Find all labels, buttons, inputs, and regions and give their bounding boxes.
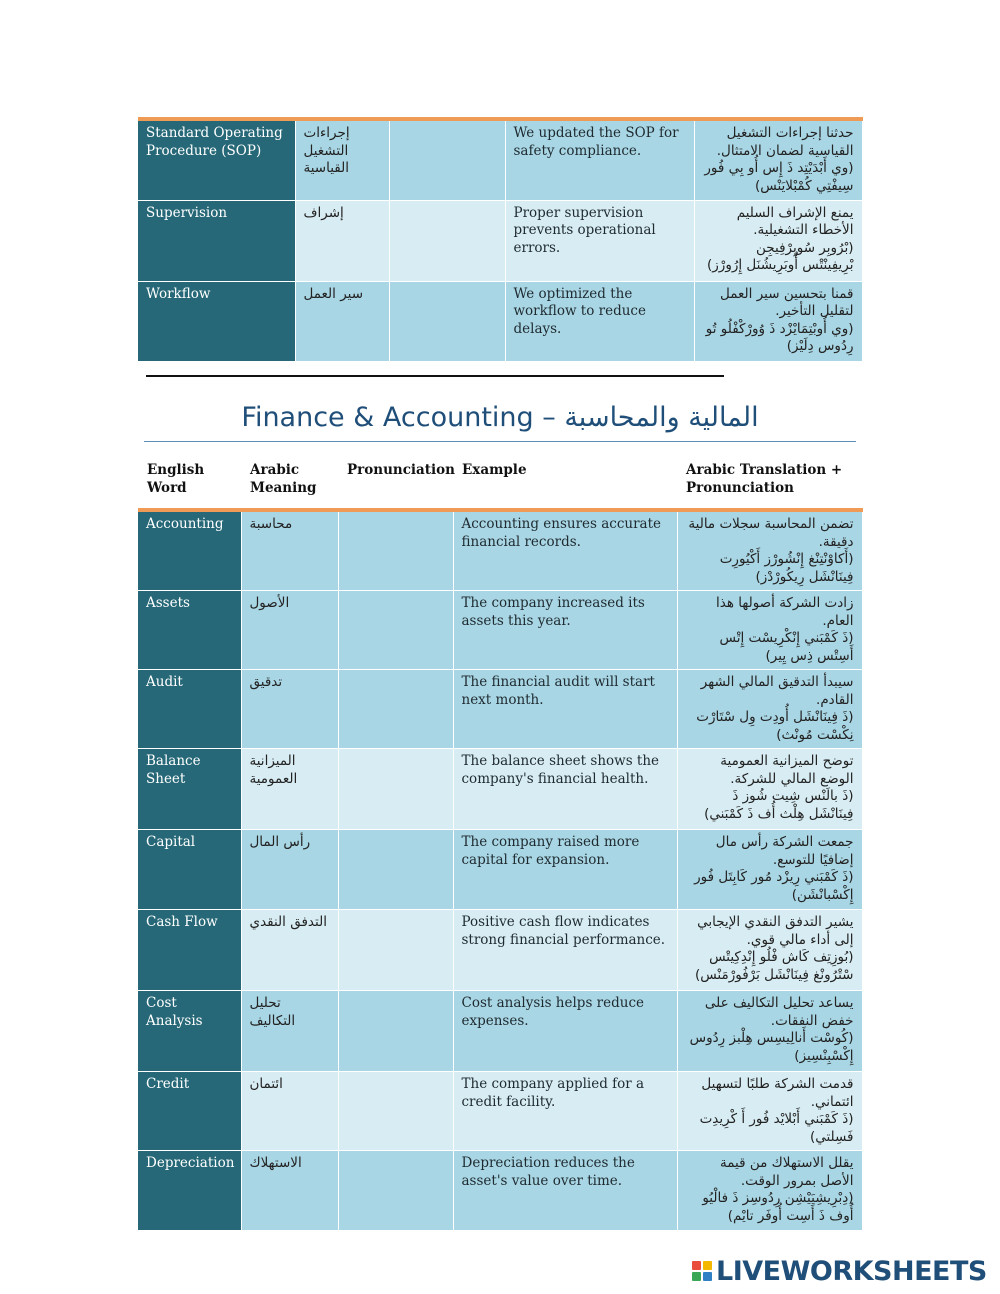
example-sentence: The company increased its assets this year. bbox=[453, 591, 677, 670]
table-row bbox=[138, 670, 862, 749]
arabic-meaning: إجراءات التشغيل القياسية bbox=[295, 119, 389, 200]
arabic-meaning: تدقيق bbox=[241, 670, 338, 749]
arabic-translation: تضمن المحاسبة سجلات مالية دقيقة. (أَكاوْنْتِنْغ إِنْشُورْز أَكْيُورِت فِينَانْشَل رِيكُورْدْز) bbox=[677, 510, 862, 591]
logo-square-blue bbox=[703, 1272, 712, 1281]
english-word: Credit bbox=[138, 1072, 241, 1151]
example-sentence: Accounting ensures accurate financial records. bbox=[453, 510, 677, 591]
arabic-translation: زادت الشركة أصولها هذا العام. (ذَ كَمْبَني إِنْكْرِيسْت إِتْس أَسِتْس ذِس يِير) bbox=[677, 591, 862, 670]
logo-text: LIVEWORKSHEETS bbox=[716, 1255, 987, 1287]
pronunciation-cell bbox=[338, 670, 453, 749]
pronunciation-cell bbox=[338, 1072, 453, 1151]
header-pronunciation: Pronunciation bbox=[347, 462, 455, 478]
pronunciation-cell bbox=[338, 910, 453, 991]
pronunciation-cell bbox=[338, 510, 453, 591]
pronunciation-cell bbox=[338, 830, 453, 910]
table-row bbox=[138, 1072, 862, 1151]
pronunciation-cell bbox=[338, 591, 453, 670]
example-sentence: The financial audit will start next month. bbox=[453, 670, 677, 749]
arabic-translation: يقلل الاستهلاك من قيمة الأصل بمرور الوقت. (دِبْرِيشِيَيْشِن رِدُوسِز ذَ فالْيُو أُوف ذَ أَسِت أُوفَر تايْم) bbox=[677, 1151, 862, 1231]
table-row bbox=[138, 830, 862, 910]
section-divider bbox=[146, 375, 724, 377]
liveworksheets-logo[interactable] bbox=[692, 1255, 987, 1287]
logo-square-yellow bbox=[703, 1261, 712, 1270]
arabic-meaning: إشراف bbox=[295, 200, 389, 281]
example-sentence: Depreciation reduces the asset's value over time. bbox=[453, 1151, 677, 1231]
english-word: Supervision bbox=[138, 200, 295, 281]
logo-squares-icon bbox=[692, 1261, 712, 1281]
pronunciation-cell bbox=[389, 119, 505, 200]
header-english-word: English Word bbox=[147, 462, 205, 496]
english-word: Workflow bbox=[138, 281, 295, 361]
example-sentence: Proper supervision prevents operational errors. bbox=[505, 200, 694, 281]
title-underline bbox=[144, 441, 856, 442]
english-word: Assets bbox=[138, 591, 241, 670]
table-row bbox=[138, 510, 862, 591]
english-word: Balance Sheet bbox=[138, 749, 241, 830]
table-row bbox=[138, 749, 862, 830]
table-row bbox=[138, 200, 862, 281]
arabic-meaning: تحليل التكاليف bbox=[241, 991, 338, 1072]
example-sentence: Positive cash flow indicates strong financial performance. bbox=[453, 910, 677, 991]
pronunciation-cell bbox=[338, 991, 453, 1072]
english-word: Accounting bbox=[138, 510, 241, 591]
table-row bbox=[138, 1151, 862, 1231]
example-sentence: The company applied for a credit facility. bbox=[453, 1072, 677, 1151]
finance-vocab-table bbox=[138, 508, 863, 1231]
arabic-translation: حدثنا إجراءات التشغيل القياسية لضمان الامتثال. (وي أَبْدَيْتِد ذَ إِس أُو بِي فُور سِيفْتِي كُمْبْلايَنْس) bbox=[694, 119, 862, 200]
arabic-translation: قمنا بتحسين سير العمل لتقليل التأخير. (وي أُوبْتِمَايْزْد ذَ وُورْكْفْلُو تُو رِدُوس دِلَيْز) bbox=[694, 281, 862, 361]
arabic-meaning: التدفق النقدي bbox=[241, 910, 338, 991]
table-row bbox=[138, 119, 862, 200]
english-word: Standard Operating Procedure (SOP) bbox=[138, 119, 295, 200]
arabic-translation: جمعت الشركة رأس مال إضافيًا للتوسع. (ذَ كَمْبَني رِيزْد مُور كَابِتَل فُور إِكْسْبانْشَن) bbox=[677, 830, 862, 910]
example-sentence: Cost analysis helps reduce expenses. bbox=[453, 991, 677, 1072]
english-word: Capital bbox=[138, 830, 241, 910]
arabic-translation: يساعد تحليل التكاليف على خفض النفقات. (كُوسْت أَنالِيسِس هِلْبز رِدُوس إِكْسْبِنْسِيز) bbox=[677, 991, 862, 1072]
header-arabic-translation: Arabic Translation + Pronunciation bbox=[686, 462, 843, 496]
arabic-meaning: الأصول bbox=[241, 591, 338, 670]
table-row bbox=[138, 591, 862, 670]
example-sentence: The balance sheet shows the company's financial health. bbox=[453, 749, 677, 830]
pronunciation-cell bbox=[389, 200, 505, 281]
arabic-meaning: محاسبة bbox=[241, 510, 338, 591]
arabic-meaning: الميزانية العمومية bbox=[241, 749, 338, 830]
english-word: Audit bbox=[138, 670, 241, 749]
header-arabic-meaning: Arabic Meaning bbox=[250, 462, 317, 496]
arabic-meaning: ائتمان bbox=[241, 1072, 338, 1151]
operations-vocab-table bbox=[138, 117, 863, 362]
logo-square-green bbox=[692, 1272, 701, 1281]
section-title: Finance & Accounting – المالية والمحاسبة bbox=[241, 402, 759, 433]
arabic-meaning: رأس المال bbox=[241, 830, 338, 910]
english-word: Cash Flow bbox=[138, 910, 241, 991]
arabic-meaning: سير العمل bbox=[295, 281, 389, 361]
example-sentence: We optimized the workflow to reduce delays. bbox=[505, 281, 694, 361]
table-row bbox=[138, 281, 862, 361]
example-sentence: The company raised more capital for expansion. bbox=[453, 830, 677, 910]
arabic-meaning: الاستهلاك bbox=[241, 1151, 338, 1231]
arabic-translation: سيبدأ التدقيق المالي الشهر القادم. (ذَ فِينَانْشَل أُودِت وِل سْتَارْت نِكْسْت مُونْث) bbox=[677, 670, 862, 749]
arabic-translation: توضح الميزانية العمومية الوضع المالي للشركة. (ذَ بالَنْس شِيت شُوز ذَ فِينَانْشَل هِلْث أُف ذَ كَمْبَني) bbox=[677, 749, 862, 830]
table-row bbox=[138, 910, 862, 991]
arabic-translation: يمنع الإشراف السليم الأخطاء التشغيلية. (بْرُوبِر سُوبِرْفِيجِن بْرِيفِينْتْس أُوبَرِيشُنَل إِرُورْز) bbox=[694, 200, 862, 281]
example-sentence: We updated the SOP for safety compliance. bbox=[505, 119, 694, 200]
english-word: Cost Analysis bbox=[138, 991, 241, 1072]
arabic-translation: قدمت الشركة طلبًا لتسهيل ائتماني. (ذَ كَمْبَني أَبْلايْد فُور أَ كْرِيدِت فَسِلتي) bbox=[677, 1072, 862, 1151]
table-row bbox=[138, 991, 862, 1072]
pronunciation-cell bbox=[389, 281, 505, 361]
pronunciation-cell bbox=[338, 749, 453, 830]
header-example: Example bbox=[462, 462, 527, 478]
arabic-translation: يشير التدفق النقدي الإيجابي إلى أداء مالي قوي. (بُوزِتِف كَاش فْلُو إِنْدِكِيتْس سْتْرُونْغ فِينَانْشَل بَرْفُورْمَنْس) bbox=[677, 910, 862, 991]
english-word: Depreciation bbox=[138, 1151, 241, 1231]
pronunciation-cell bbox=[338, 1151, 453, 1231]
logo-square-red bbox=[692, 1261, 701, 1270]
